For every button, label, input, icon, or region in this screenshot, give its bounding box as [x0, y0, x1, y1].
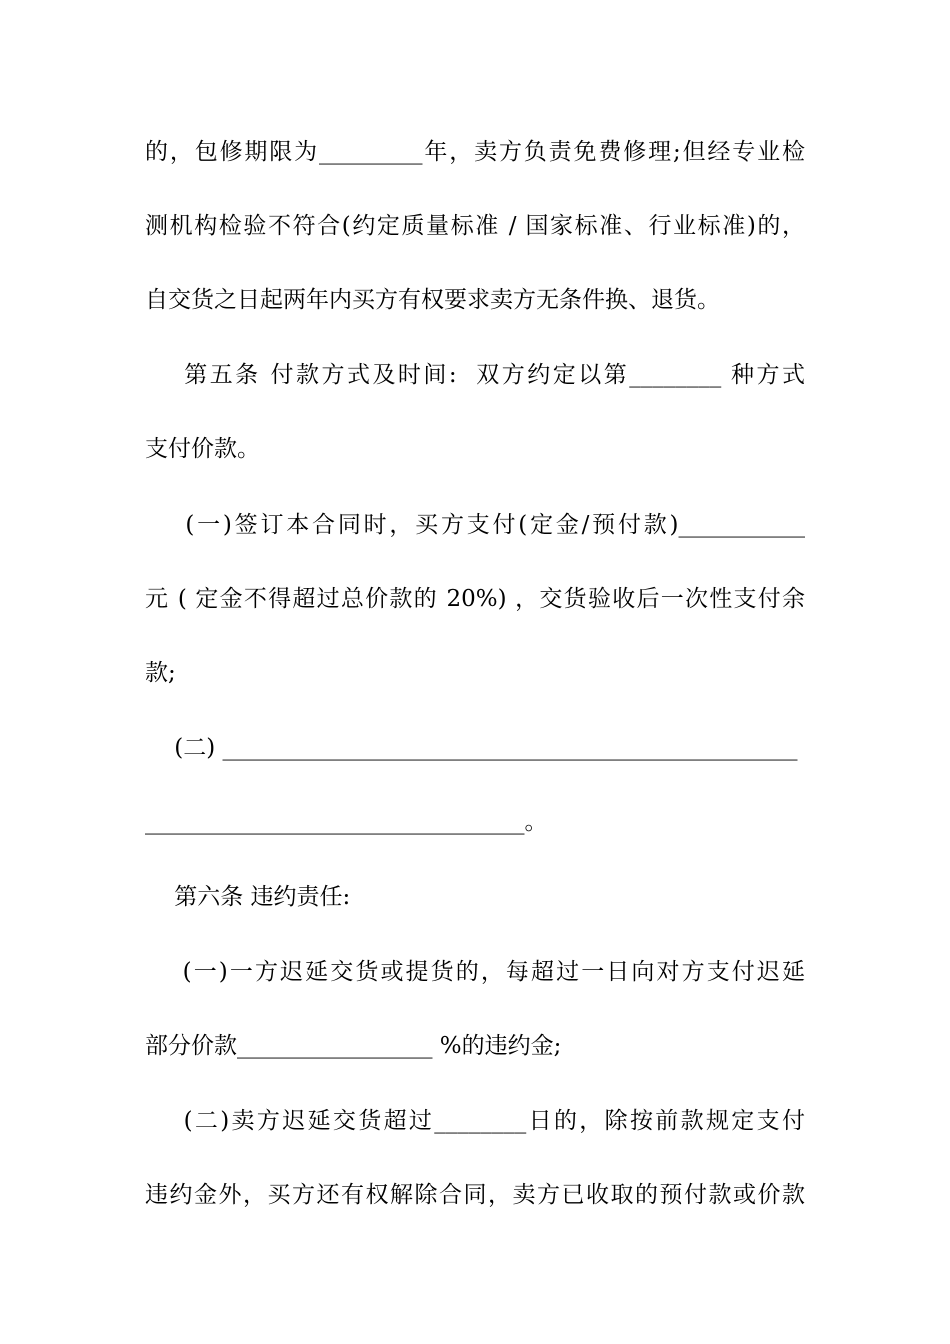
text-line: 测机构检验不符合(约定质量标准 / 国家标准、行业标准)的，	[145, 213, 805, 239]
text-line: (一)一方迟延交货或提货的，每超过一日向对方支付迟延	[145, 959, 805, 985]
text-line: 的，包修期限为_________年，卖方负责免费修理;但经专业检	[145, 139, 805, 165]
text-line: 第五条 付款方式及时间: 双方约定以第________ 种方式	[145, 362, 805, 388]
text-line: 支付价款。	[145, 436, 260, 462]
text-line: 部分价款_________________ %的违约金;	[145, 1033, 562, 1059]
text-line: (一)签订本合同时，买方支付(定金/预付款)___________	[145, 512, 805, 538]
text-line: 违约金外，买方还有权解除合同，卖方已收取的预付款或价款	[145, 1182, 805, 1208]
text-line: 第六条 违约责任:	[145, 884, 351, 910]
text-line: 自交货之日起两年内买方有权要求卖方无条件换、退货。	[145, 287, 720, 313]
text-line: _________________________________。	[145, 809, 548, 835]
text-line: 款;	[145, 660, 176, 686]
text-line: 元 ( 定金不得超过总价款的 20%) ，交货验收后一次性支付余	[145, 586, 805, 612]
text-line: (二)卖方迟延交货超过________日的，除按前款规定支付	[145, 1108, 805, 1134]
text-line: (二) __________________________________________________	[145, 735, 798, 761]
